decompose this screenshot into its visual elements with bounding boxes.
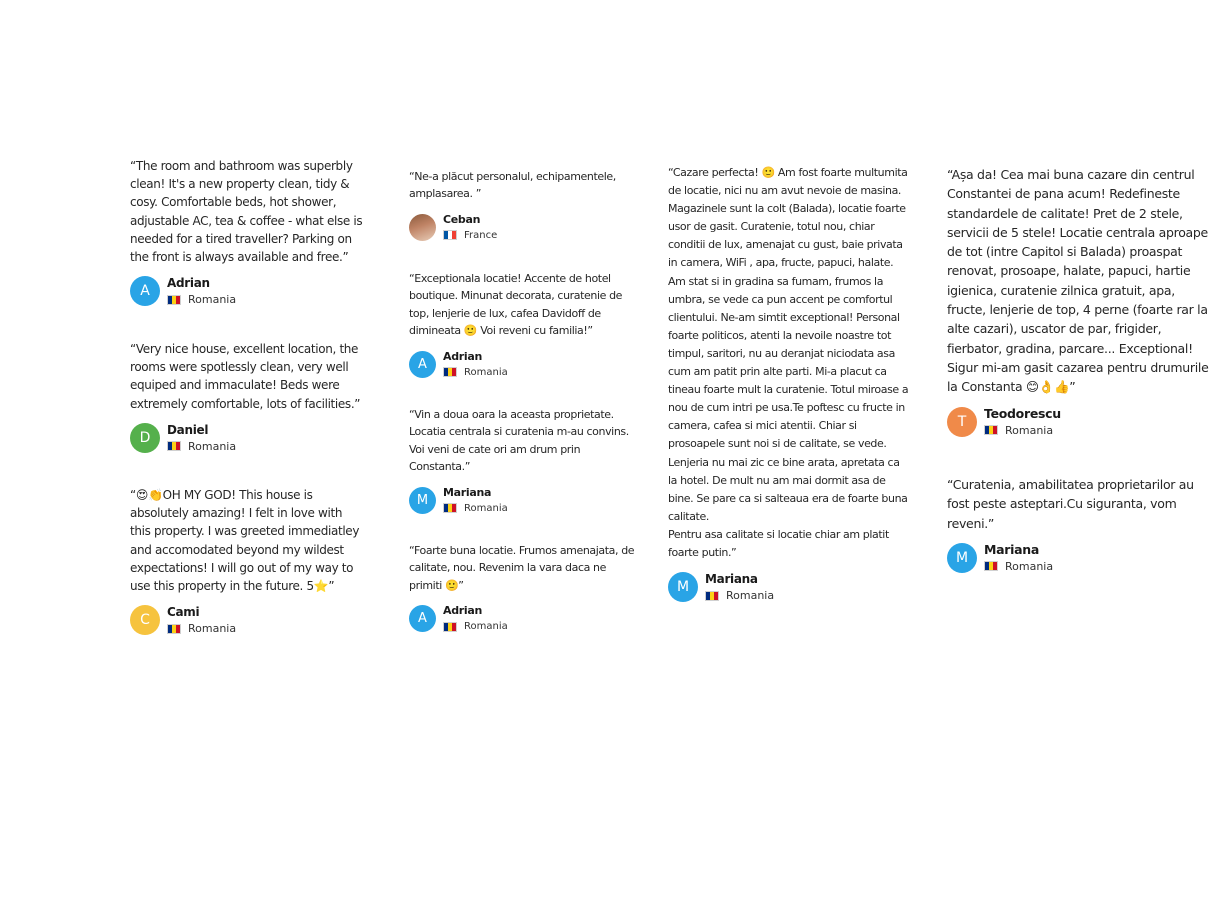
review-author (409, 485, 635, 516)
country-label: Romania (464, 502, 508, 514)
country-label: Romania (188, 622, 237, 636)
avatar: D (130, 423, 160, 453)
review-author (409, 212, 635, 243)
review-text: “Very nice house, excellent location, the rooms were spotlessly clean, very well equiped and immaculate! Beds were extremely comfortable, lots of facilities.” (130, 342, 361, 411)
review-author (947, 406, 1209, 438)
author-name: Mariana (984, 541, 1039, 557)
review-card (409, 168, 635, 243)
author-country (443, 228, 497, 243)
avatar: M (668, 572, 698, 602)
romania-flag-icon (984, 561, 998, 571)
country-label: Romania (464, 621, 508, 633)
author-country (984, 423, 1061, 438)
romania-flag-icon (167, 441, 181, 451)
author-country (167, 292, 236, 307)
avatar: M (409, 487, 436, 514)
review-card (409, 542, 635, 634)
review-card (947, 475, 1209, 574)
review-text: “Așa da! Cea mai buna cazare din centrul Constantei de pana acum! Redefineste standardele de calitate! Pret de 2 stele, servicii de 5 stele! Locatie centrala aproape de tot (intre Capitol si Balada) proaspat renovat, prosoape, halate, papuci, hartie igienica, curatenie zilnica gratuit, apa, fructe, lenjerie de top, 4 perne (foarte rar la alte cazari), uscator de par, frigider, fierbator, gradina, parcare... Exceptional! Sigur mi-am gasit cazarea pentru drumurile la Constanta 😊👌👍” (947, 167, 1209, 395)
review-card (668, 164, 910, 603)
avatar-photo (409, 214, 436, 241)
author-name: Adrian (167, 276, 210, 291)
review-card (130, 340, 366, 454)
author-name: Daniel (167, 422, 209, 437)
avatar: A (409, 605, 436, 632)
review-text: “Foarte buna locatie. Frumos amenajata, de calitate, nou. Revenim la vara daca ne primiti 🙂” (409, 544, 635, 592)
author-country (167, 621, 236, 636)
country-label: Romania (1005, 559, 1054, 573)
review-text: “😍👏OH MY GOD! This house is absolutely amazing! I felt in love with this property. I was greeted immediatley and accomodated beyond my wildest expectations! I will go out of my way to use this property in the future. 5⭐” (130, 488, 360, 594)
avatar: A (130, 276, 160, 306)
france-flag-icon (443, 230, 457, 240)
country-label: Romania (726, 589, 775, 603)
review-author (947, 542, 1209, 574)
review-text: “Vin a doua oara la aceasta proprietate. Locatia centrala si curatenia m-au convins. Voi veni de cate ori am drum prin Constanta.” (409, 408, 629, 474)
country-label: Romania (188, 293, 237, 307)
author-country (443, 501, 508, 516)
romania-flag-icon (167, 624, 181, 634)
author-name: Mariana (705, 572, 758, 587)
review-author (409, 349, 635, 380)
author-name: Cami (167, 605, 200, 620)
review-text: “Cazare perfecta! 🙂 Am fost foarte multumita de locatie, nici nu am avut nevoie de masina. Magazinele sunt la colt (Balada), locatie foarte usor de gasit. Curatenie, totul nou, chiar conditii de lux, amenajat cu gust, baie privata in camera, WiFi , apa, fructe, papuci, halate. Am stat si in gradina sa fumam, frumos la umbra, se vede ca pun accent pe comfortul clientului. Ne-am simtit exceptional! Personal foarte politicos, atenti la nevoile noastre tot timpul, saritori, nu au deranjat niciodata asa cum am patit prin alte parti. Mi-a placut ca tineau foarte mult la curatenie. Totul miroase a nou de cum intri pe usa.Te poftesc cu fructe in camera, cafea si mici atentii. Chiar si prosoapele sunt noi si de calitate, se vede. Lenjeria nu mai zic ce bine arata, apretata ca la hotel. De mult nu am mai dormit asa de bine. Se pare ca si salteaua era de foarte buna calitate. Pentru asa calitate si locatie chiar am platit foarte putin.” (668, 166, 909, 559)
avatar: A (409, 351, 436, 378)
author-country (443, 365, 508, 380)
review-author (130, 275, 366, 307)
review-author (668, 571, 910, 603)
review-text: “Exceptionala locatie! Accente de hotel boutique. Minunat decorata, curatenie de top, lenjerie de lux, cafea Davidoff de dimineata 🙂 Voi reveni cu familia!” (409, 272, 623, 338)
review-text: “Curatenia, amabilitatea proprietarilor au fost peste asteptari.Cu siguranta, vom reveni.” (947, 477, 1194, 531)
avatar: M (947, 543, 977, 573)
romania-flag-icon (443, 622, 457, 632)
author-country (984, 559, 1053, 574)
author-country (443, 619, 508, 634)
author-name: Adrian (443, 349, 483, 363)
avatar: T (947, 407, 977, 437)
country-label: Romania (1005, 423, 1054, 437)
author-name: Ceban (443, 212, 481, 226)
country-label: Romania (464, 366, 508, 378)
romania-flag-icon (443, 367, 457, 377)
review-author (130, 422, 366, 454)
review-card (130, 486, 366, 636)
review-card (409, 270, 635, 380)
romania-flag-icon (167, 295, 181, 305)
review-card (409, 406, 635, 516)
review-text: “Ne-a plăcut personalul, echipamentele, amplasarea. ” (409, 170, 616, 201)
author-name: Teodorescu (984, 405, 1061, 421)
romania-flag-icon (443, 503, 457, 513)
review-author (409, 603, 635, 634)
review-card (947, 165, 1209, 438)
review-author (130, 604, 366, 636)
review-text: “The room and bathroom was superbly clean! It's a new property clean, tidy & cosy. Comfortable beds, hot shower, adjustable AC, tea & coffee - what else is needed for a tired traveller? Parking on the front is always available and free.” (130, 159, 363, 265)
romania-flag-icon (705, 591, 719, 601)
author-country (705, 588, 774, 603)
country-label: Romania (188, 439, 237, 453)
review-card (130, 157, 366, 307)
avatar: C (130, 605, 160, 635)
romania-flag-icon (984, 425, 998, 435)
author-name: Mariana (443, 485, 492, 499)
author-country (167, 439, 236, 454)
country-label: France (464, 229, 498, 241)
author-name: Adrian (443, 604, 483, 618)
